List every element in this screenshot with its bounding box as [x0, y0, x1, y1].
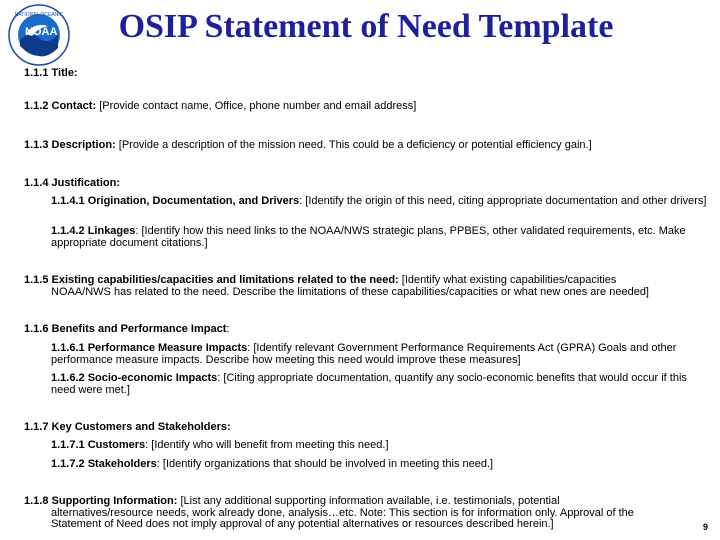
subsection-label: 1.1.7.2 Stakeholders	[51, 458, 157, 470]
page-number: 9	[702, 522, 708, 532]
section-label: 1.1.5 Existing capabilities/capacities and limitations related to the need:	[24, 274, 399, 286]
subsection-text: : [Citing appropriate documentation, quantify any socio-economic benefits that would occur if this need were met.]	[51, 372, 687, 396]
section-text-continued: NOAA/NWS has related to the need. Describe the limitations of these capabilities/capacities or what new ones are needed]	[51, 285, 649, 298]
subsection-origination	[51, 196, 711, 208]
subsection-stakeholders	[51, 459, 711, 471]
section-contact	[24, 101, 704, 113]
section-label: 1.1.3 Description:	[24, 139, 116, 151]
subsection-socio-economic	[51, 373, 711, 396]
section-text: [Identify what existing capabilities/capacities	[398, 274, 617, 286]
subsection-text: : [Identify the origin of this need, citing appropriate documentation and other drivers]	[299, 195, 707, 207]
subsection-text: : [Identify organizations that should be involved in meeting this need.]	[156, 458, 494, 470]
subsection-label: 1.1.7.1 Customers	[51, 439, 146, 451]
section-title	[24, 68, 704, 80]
section-text: [List any additional supporting information available, i.e. testimonials, potential	[177, 495, 560, 507]
section-text: [Provide a description of the mission need. This could be a deficiency or potential efficiency gain.]	[115, 139, 592, 151]
subsection-text: : [Identify who will benefit from meeting this need.]	[145, 439, 389, 451]
section-label: 1.1.7 Key Customers and Stakeholders:	[24, 421, 231, 433]
section-benefits	[24, 324, 704, 336]
section-text: :	[226, 323, 230, 335]
section-key-customers	[24, 422, 704, 434]
subsection-label: 1.1.6.1 Performance Measure Impacts	[51, 342, 248, 354]
subsection-label: 1.1.6.2 Socio-economic Impacts	[51, 372, 218, 384]
subsection-linkages	[51, 226, 711, 249]
subsection-label: 1.1.4.2 Linkages	[51, 225, 136, 237]
subsection-customers	[51, 440, 711, 452]
section-label: 1.1.8 Supporting Information:	[24, 495, 178, 507]
section-text: [Provide contact name, Office, phone number and email address]	[96, 100, 417, 112]
section-label: 1.1.6 Benefits and Performance Impact	[24, 323, 227, 335]
section-existing-capabilities	[24, 275, 704, 298]
subsection-text: : [Identify relevant Government Performance Requirements Act (GPRA) Goals and other performance measure impacts. Describe how meeting this need would improve these measures]	[51, 342, 677, 366]
section-supporting-information	[24, 496, 704, 531]
svg-text:NATIONAL OCEANIC: NATIONAL OCEANIC	[14, 12, 64, 18]
section-label: 1.1.1 Title:	[24, 67, 78, 79]
subsection-label: 1.1.4.1 Origination, Documentation, and Drivers	[51, 195, 300, 207]
section-label: 1.1.4 Justification:	[24, 177, 120, 189]
section-justification	[24, 178, 704, 190]
subsection-text: : [Identify how this need links to the NOAA/NWS strategic plans, PPBES, other validated requirements, etc. Make appropriate document citations.]	[51, 225, 686, 249]
noaa-logo	[8, 4, 70, 66]
page-title: OSIP Statement of Need Template	[118, 8, 614, 45]
logo-text: NOAA	[25, 26, 58, 38]
section-description	[24, 140, 704, 152]
section-label: 1.1.2 Contact:	[24, 100, 97, 112]
subsection-performance-measure	[51, 343, 711, 366]
section-text-continued: Statement of Need does not imply approval of any potential alternatives or resources described herein.]	[51, 518, 554, 530]
section-text-continued: alternatives/resource needs, work already done, analysis…etc. Note: This section is for information only. Approval of the	[51, 506, 634, 519]
